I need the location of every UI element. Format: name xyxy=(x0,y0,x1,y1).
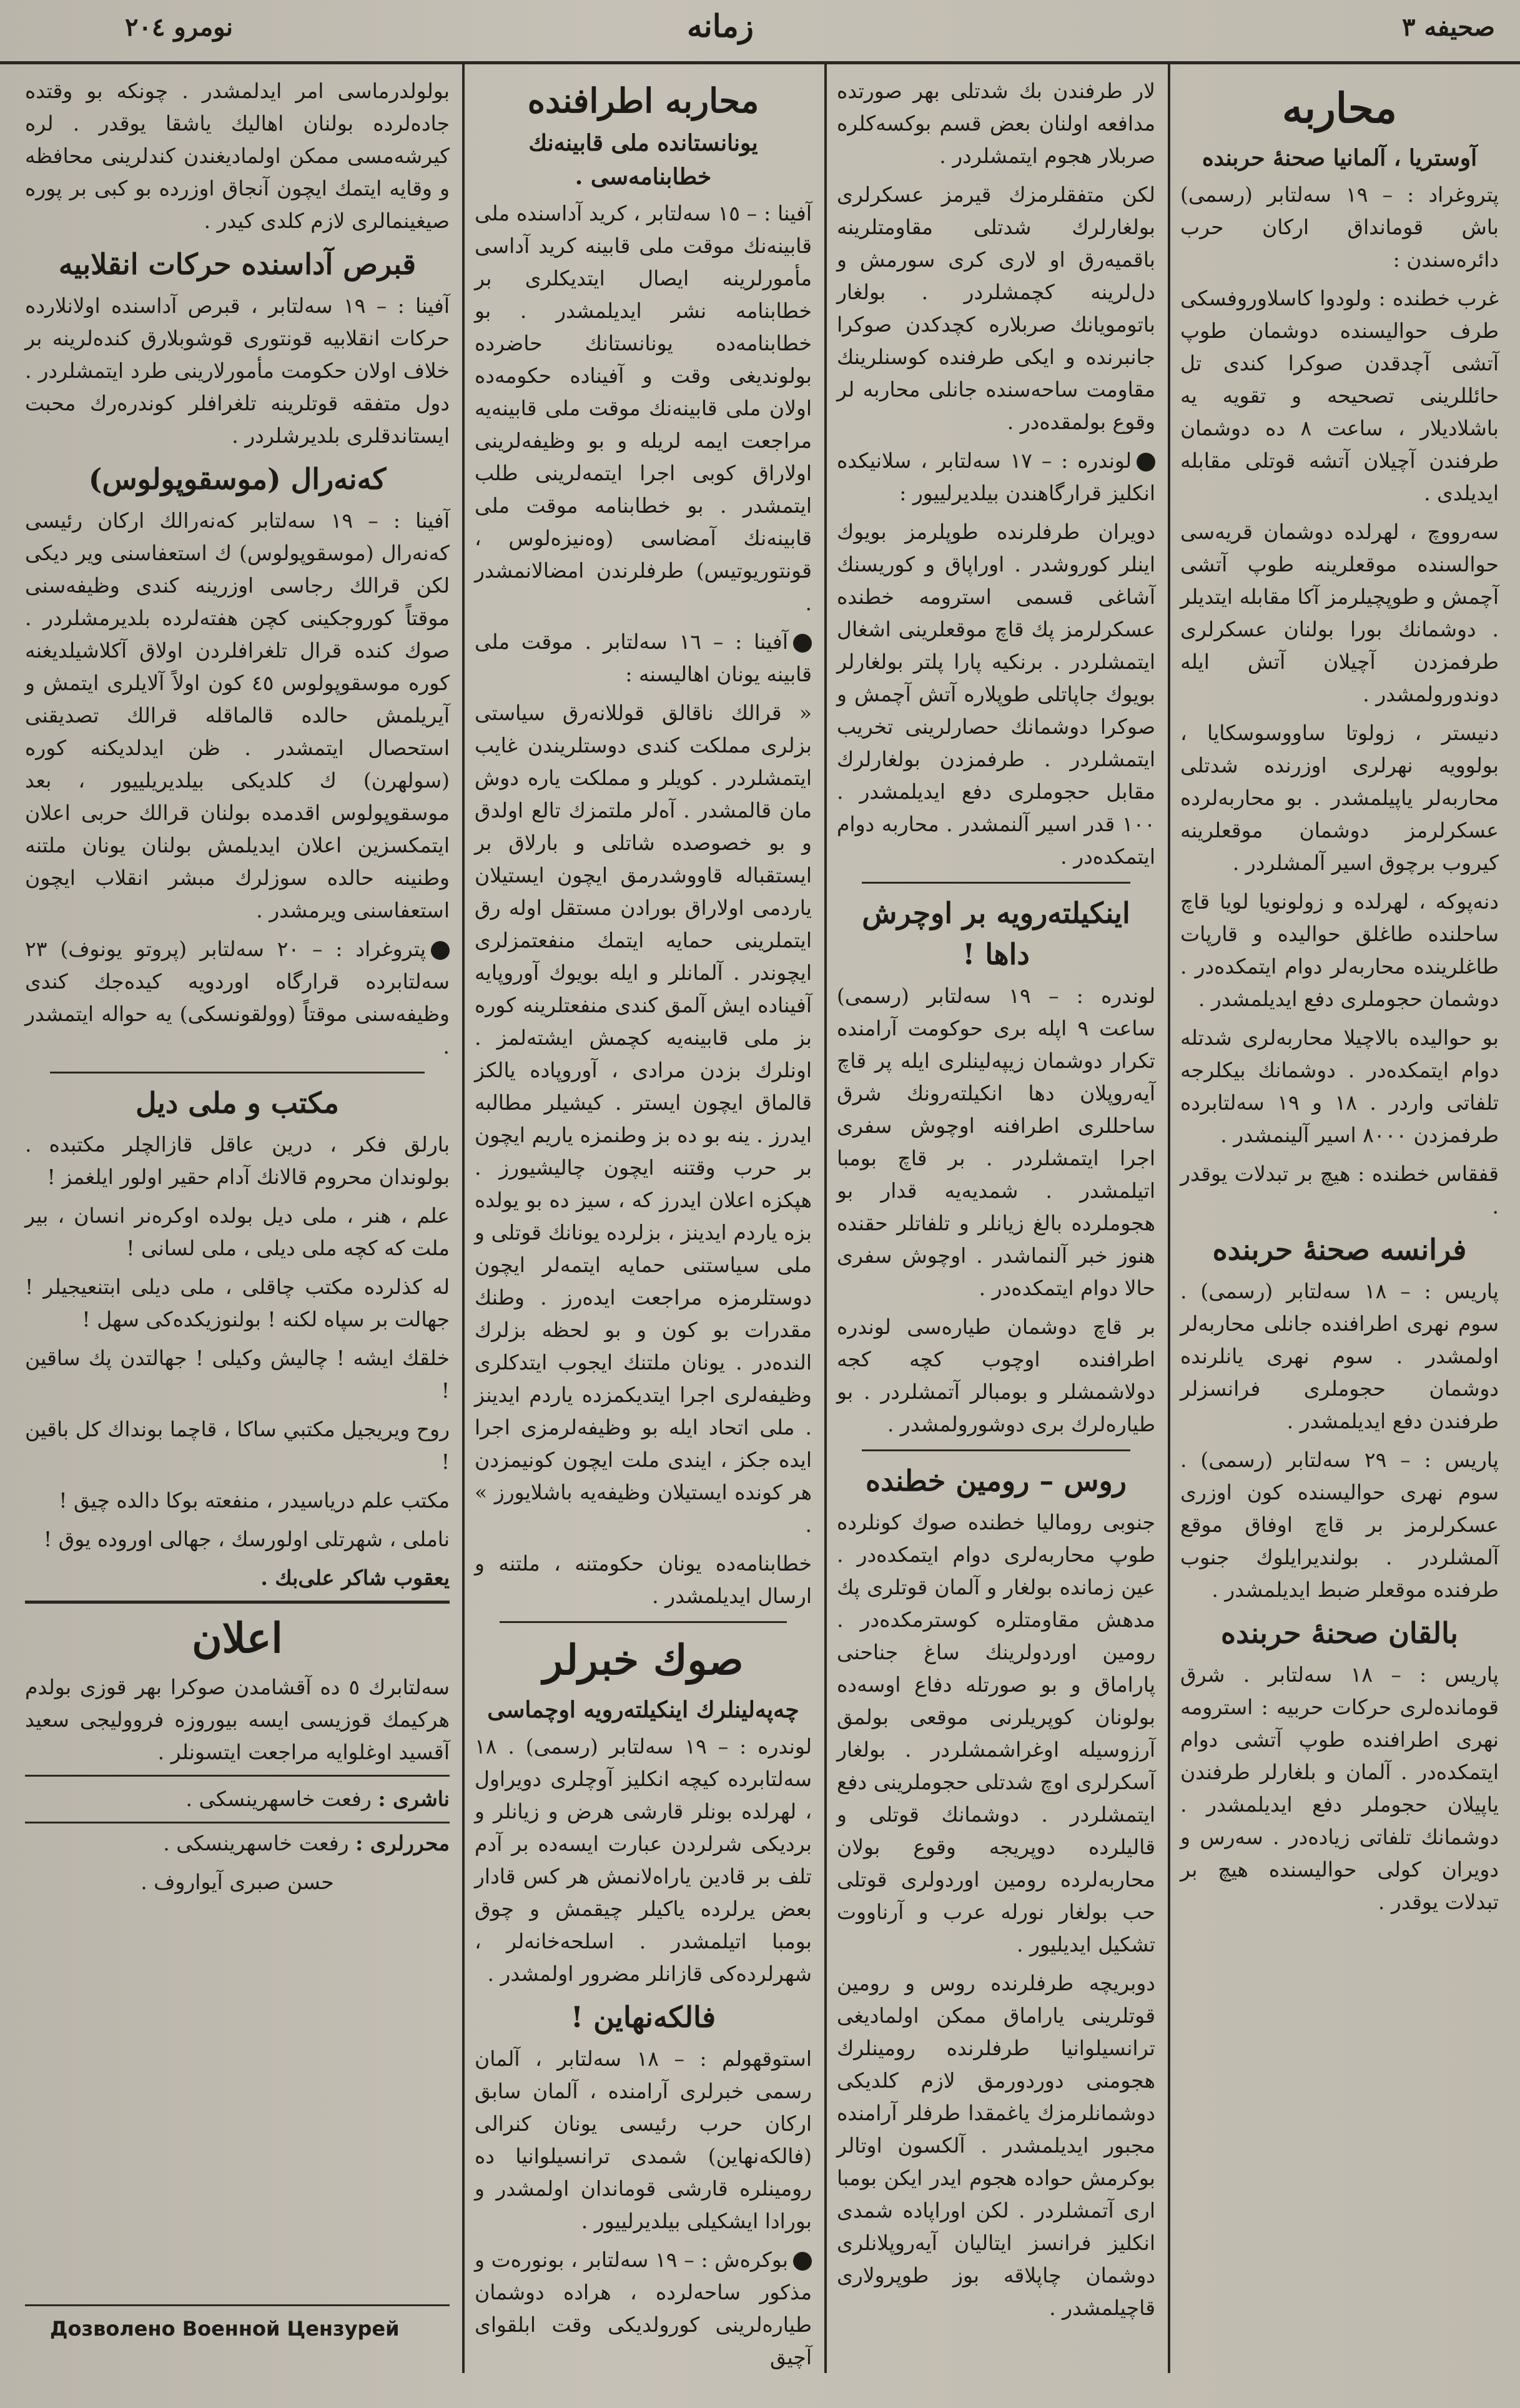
bullet-icon xyxy=(1137,453,1155,471)
paragraph: خطابنامه‌ده يونان حكومتنه ، ملتنه و ارسال ايديلمشدر . xyxy=(475,1551,812,1608)
column-2 xyxy=(837,75,1155,2331)
poem-line: خلقك ايشه ! چاليش وكيلى ! جهالتدن پك ساقين ! xyxy=(25,1346,450,1403)
masthead xyxy=(0,0,1520,61)
paragraph: لوندره : – ١٩ سه‌لتابر (رسمى) . ١٨ سه‌لتابرده كيچه انكليز آوچلرى دويراول ، لهرلده بونلر قارشى هرض و زيانلر و برديكى شرلردن عبارت ايسه‌ده بر آدم تلف بر قادين ياراه‌لانمش هر كس قادار بعض يرلرده ياكيلر چيقمش و چوق بومبا اتيلمشدر . اسلحه‌خانه‌لر ، شهرلرده‌كى قازانلر مضرور اولمشدر . xyxy=(475,1734,812,1986)
section-subtitle: آوستريا ، آلمانيا صحنۀ حربنده xyxy=(1202,145,1478,171)
poem-line: علم ، هنر ، ملى ديل بولده اوكره‌نر انسان ، بير ملت كه كچه ملى ديلى ، ملى لسانى ! xyxy=(25,1203,450,1260)
editor-name: رفعت خاسهرينسكى . xyxy=(163,1831,349,1855)
paragraph: آفينا : – ١٥ سه‌لتابر ، كريد آداسنده ملى قابينه‌نك موقت ملى قابينه كريد آداسى مأمورلرينه ايصال ايتديكلرى بر خطابنامه نشر ايديلمشدر . بو خطابنامه‌ده يونانستانك حاضرده بولونديغى وقت و آفيناده حكومه‌ده اولان ملى قابينه‌نك موقت ملى قابينه‌يه مراجعت ايمه لريله و بو وظيفه‌لرينى اولاراق كوبى اجرا ايتمه‌لرينى طلب ايتمشدر . بو خطابنامه موقت ملى قابينه‌نك آمضاسى (وه‌نيزه‌لوس ، قونتوريوتيس) طرفلرندن امضالانمشدر . xyxy=(475,201,812,615)
column-4 xyxy=(25,75,450,1905)
paragraph: آفينا : – ١٩ سه‌لتابر ، قبرص آداسنده اولانلارده حركات انقلابيه قونتورى قوشوبلارق كنده‌لرينه بر خلاف اولان حكومت مأمورلارينى طرد ايتمشلردر . دول متفقه قوتلرينه تلغرافلر كوندره‌رك محبت ايستاندقلرى بلديرشلردر . xyxy=(25,294,450,448)
editors-label: محررلرى : xyxy=(355,1831,450,1855)
paragraph: سه‌رووچ ، لهرلده دوشمان قريه‌سى حوالسنده موقعلرينه طوپ آتشى آچمش و طوپچيلرمز آكا مقابله ايتديلر . دوشمانك بورا بولنان عسكرلرى طرفمزدن آچيلان آتش ايله دوندورولمشدر . xyxy=(1180,520,1499,706)
section-heading: فالكه‌نهاين ! xyxy=(570,2000,716,2034)
dispatch-text: پتروغراد : – ٢٠ سه‌لتابر (پروتو يونوف) ٢٣ سه‌لتابرده قرارگاه اوردويه كيده‌جك كندى وظيفه‌سنى موقتاً (وولقونسكى) يه حواله ايتمشدر . xyxy=(25,937,450,1058)
advertisement-text: سه‌لتابرك ٥ ده آقشامدن صوكرا بهر قوزى بولدم هركيمك قوزيسى ايسه بيوروزه فرووليجى سعيد آقسيد اوغلوايه مراجعت ايتسونلر . xyxy=(25,1675,450,1764)
section-heading: كه‌نه‌رال (موسقوپولوس) xyxy=(88,462,387,496)
bullet-icon xyxy=(793,2252,812,2271)
publisher-label: ناشرى : xyxy=(378,1787,450,1811)
signature: يعقوب شاكر على‌بك . xyxy=(260,1566,450,1590)
section-title: محاربه xyxy=(1282,84,1397,132)
poem-line: بارلق فكر ، درين عاقل قازالچلر مكتبده . بولوندان محروم قالانك آدام حقير اولور ايلغمز ! xyxy=(25,1132,450,1189)
paragraph: دنيستر ، زولوتا ساووسوسكايا ، بولوويه نهرلرى اوزرنده شدتلى محاربه‌لر ياپيلمشدر . بو محاربه‌لرده عسكرلرمز دوشمان موقعلرينه كيروب برچوق اسير آلمشلردر . xyxy=(1180,721,1499,875)
section-subtitle: يونانستانده ملى قابينه‌نك خطابنامه‌سى . xyxy=(528,130,758,190)
divider xyxy=(25,1775,450,1777)
dispatch xyxy=(837,445,1155,510)
section-subtitle: چه‌په‌لينلرك اينكيلته‌رويه اوچماسى xyxy=(487,1697,799,1723)
section-heading: اينكيلته‌رويه بر اوچرش داها ! xyxy=(862,896,1130,971)
section-heading: قبرص آداسنده حركات انقلابيه xyxy=(58,247,417,281)
section-heading: مكتب و ملى ديل xyxy=(136,1086,339,1120)
paragraph: لار طرفندن بك شدتلى بهر صورتده مدافعه اولنان بعض قسم بوكسه‌كلره صربلار هجوم ايتمشلردر . xyxy=(837,79,1155,168)
masthead-rule xyxy=(0,61,1520,64)
footer-rule xyxy=(25,2304,450,2306)
paragraph: آفينا : – ١٩ سه‌لتابر كه‌نه‌رالك اركان رئيسى كه‌نه‌رال (موسقوپولوس) ك استعفاسنى وير ديكى لكن قرالك رجاسى اوزرينه كندى وظيفه‌سنى موقتاً كوروجكينى كچن هفته‌لرده بلديرمشلردر . صوك كنده قرال تلغرافلردن اولاق آكلاشيلديغنه كوره موسقوپولوس ٤٥ كون اولاً آلايلرى ايتمش و آيريلمش حالده قالماقله قرالك تصديقنى استحصال ايتمشدر . ظن ايدلديكنه كوره (سولهرن) ك كلديكى بيلديريلييور ، بعد موسقوپولوس اقدمده بولنان قرالك حربى اعلان ايتمكسزين اعلان ايديلمش بولنان يونان ملتنه وطنينه حالده سوزلرك مبشر انقلاب ايچون استعفاسنى ويرمشدر . xyxy=(25,508,450,922)
advertisement-title: اعلان xyxy=(192,1614,283,1662)
paragraph: پاريس : – ١٨ سه‌لتابر (رسمى) . سوم نهرى اطرافنده جانلى محاربه‌لر اولمشدر . سوم نهرى يانلرنده دوشمان حجوملرى فرانسزلر طرفندن دفع ايديلمشدر . xyxy=(1180,1279,1499,1433)
paragraph: بر قاچ دوشمان طياره‌سى لوندره اطرافنده اوچوب كچه كجه دولاشمشلر و بومبالر آتمشلردر . بو طياره‌لرك برى دوشورولمشدر . xyxy=(837,1315,1155,1436)
paragraph: جنوبى روماليا خطنده صوك كونلرده طوپ محاربه‌لرى دوام ايتمكده‌در . عين زمانده بولغار و آلمان قوتلرى پك مدهش مقاومتلره كوسترمكده‌در . رومين اوردولرينك ساغ جناحنى پاراماق و بو صورتله دفاع اوسه‌ده بولونان كوپريلرنى موقعى بولمق آرزوسيله اوغراشمشلردر . بولغار آسكرلرى اوچ شدتلى حجوملرينى دفع ايتمشلردر . دوشمانك قوتلى و قاليلرده دوپريجه وقوع بولان محاربه‌لرده رومين اوردولرى قوتلى حب بولغار نورله عرب و آرناووت تشكيل ايديليور . xyxy=(837,1510,1155,1956)
paragraph: استوقهولم : – ١٨ سه‌لتابر ، آلمان رسمى خبرلرى آرامنده ، آلمان سابق اركان حرب رئيسى يونان كنرالى (فالكه‌نهاين) شمدى ترانسيلوانيا ده رومينلره قارشى قوماندان اولمشدر و بورادا ايشكيلى بيلديرلييور . xyxy=(475,2046,812,2233)
dispatch xyxy=(475,2244,812,2374)
poem-line: له كذلرده مكتب چاقلى ، ملى ديلى ابتنعيجيلر ! جهالت بر سپاه لكنه ! بولنوزيكده‌كى سهل ! xyxy=(25,1275,450,1331)
section-title: صوك خبرلر xyxy=(543,1636,744,1684)
paragraph: لكن متفقلرمزك قيرمز عسكرلرى بولغارلرك شدتلى مقاومتلرينه باقميه‌رق او لارى كرى سورمش و دل‌لرينه كچمشلردر . بولغار باتومويانك صربلاره كچدكدن صوكرا جانبرنده و ايكى طرفنده كوسنلرينك مقاومت ساحه‌سنده جانلى محاربه لر وقوع بولمقده‌در . xyxy=(837,182,1155,434)
paragraph: پاريس : – ٢٩ سه‌لتابر (رسمى) . سوم نهرى حواليسنده كون اوزرى عسكرلرمز بر قاچ اوفاق موقع آلمشلردر . بولنديرايلوك جنوب طرفنده موقعلر ضبط ايديلمشدر . xyxy=(1180,1448,1499,1602)
paragraph: غرب خطنده : ولودوا كاسلاوروفسكى طرف حواليسنده دوشمان طوپ آتشى آچدقدن صوكرا كندى تل حائللرينى تصحيحه و تقويه يه باشلاديلار ، ساعت ٨ ده دوشمان طرفندن آچيلان آتشه قوتلى مقابله ايديلدى . xyxy=(1180,286,1499,505)
paragraph: بو حواليده بالاچيلا محاربه‌لرى شدتله دوام ايتمكده‌در . دوشمانك بيكلرجه تلفاتى واردر . ١٨ و ١٩ سه‌لتابرده طرفمزدن ٨٠٠٠ اسير آلينمشدر . xyxy=(1180,1025,1499,1147)
page-label: صحيفه ٣ xyxy=(1402,12,1495,42)
divider xyxy=(50,1072,425,1073)
section-heading: فرانسه صحنۀ حربنده xyxy=(1212,1233,1467,1266)
newspaper-title: زمانه xyxy=(687,7,754,44)
section-heading: روس – رومين خطنده xyxy=(866,1464,1127,1498)
bullet-icon xyxy=(793,634,812,653)
divider xyxy=(25,1822,450,1823)
section-heading: بالقان صحنۀ حربنده xyxy=(1221,1616,1458,1650)
paragraph: دنه‌پوكه ، لهرلده و زولونويا لويا قاچ ساحلنده طاغلق حواليده و قارپات طاغلرينده محاربه‌لر دوام ايتمكده‌در . دوشمان حجوملرى دفع ايديلمشدر . xyxy=(1180,889,1499,1011)
paragraph: پتروغراد : – ١٩ سه‌لتابر (رسمى) باش قومانداق اركان حرب دائره‌سندن : xyxy=(1180,182,1499,272)
bullet-icon xyxy=(431,941,450,960)
paragraph: دوبريچه طرفلرنده روس و رومين قوتلرينى ياراماق ممكن اولماديغى ترانسيلوانيا طرفلرنده رومينلرك هجومنى دوردورمق لازم كلديكى دوشمانلرمزك ياغمقدا طرفلر آرامنده مجبور ايديلمشدر . آلكسون اوتالر بوكرمش حواده هجوم ايدر ايكن بومبا ارى آتمشلردر . لكن اوراپاده شمدى انكليز فرانسز ايتاليان آيه‌روپلانلرى دوشمان چاپلاقه بوز طوپرولارى قاچيلمشدر . xyxy=(837,1971,1155,2320)
column-divider xyxy=(462,62,465,2373)
column-divider xyxy=(824,62,827,2373)
divider xyxy=(25,1601,450,1604)
paragraph: لوندره : – ١٩ سه‌لتابر (رسمى) ساعت ٩ اپله برى حوكومت آرامنده تكرار دوشمان زيپه‌لينلرى ايله پر قاچ آيه‌روپلان دها انكيلته‌رونك شرق ساحللرى اطرافنه اوچوش سفرى اجرا ايتمشلردر . بر قاچ بومبا اتيلمشدر . شمديه‌يه قدار بو هجوملرده بالغ زيانلر و تلفاتلر حقنده هنوز خبر آلنماشدر . اوچوش سفرى حالا دوام ايتمكده‌در . xyxy=(837,984,1156,1300)
dispatch-text: لوندره : – ١٧ سه‌لتابر ، سلانيكده انكليز قرارگاهندن بيلديرلييور : xyxy=(837,448,1155,505)
censor-note: Дозволено Военной Цензурей xyxy=(50,2317,400,2341)
poem-line: ناملى ، شهرتلى اولورسك ، جهالى اوروده يوق ! xyxy=(43,1527,450,1551)
poem-line: مكتب علم درياسيدر ، منفعته بوكا دالده چيق ! xyxy=(59,1488,450,1512)
dispatch xyxy=(475,626,812,691)
paragraph: بولولدرماسى امر ايدلمشدر . چونكه بو وقتده جاده‌لرده بولنان اهاليك ياشقا يوقدر . لره كيرشه‌مسى ممكن اولماديغندن كندلرينى محافظه و وقايه ايتمك ايچون آنجاق اوزرده بو كبى بر پوره صيغينمالرى لازم كلدى كيدر . xyxy=(25,79,450,233)
paragraph: قفقاس خطنده : هيچ بر تبدلات يوقدر . xyxy=(1180,1162,1499,1218)
dispatch-text: بوكره‌ش : – ١٩ سه‌لتابر ، بونوره‌ت و مذكور ساحه‌لرده ، هراده دوشمان طياره‌لرينى كورولديكى وقت ابلقواى آچيق xyxy=(475,2248,812,2369)
dispatch xyxy=(25,933,450,1063)
column-divider xyxy=(1168,62,1170,2373)
editor-name: حسن صبرى آيواروف . xyxy=(141,1870,334,1894)
column-3 xyxy=(475,75,812,2380)
paragraph: پاريس : – ١٨ سه‌لتابر . شرق قومانده‌لرى حركات حربيه : استرومه نهرى اطرافنده طوپ آتشى دوام ايتمكده‌در . آلمان و بلغارلر طرفندن ياپيلان حجوملر دفع ايديلمشدر . دوشمانك تلفاتى زياده‌در . سه‌رس و دويران كولى حواليسنده هيچ بر تبدلات يوقدر . xyxy=(1180,1662,1499,1914)
column-1 xyxy=(1180,75,1499,1925)
paragraph: دويران طرفلرنده طوپلرمز بويوك اينلر كوروشدر . اوراپاق و كوريسنك آشاغى قسمى استرومه خطنده عسكرلرمز پك قاچ موقعلرينى اشغال ايتمشلردر . برنكيه پارا پلتر بولغارلر بويوك جاپاتلى طوپلاره آتش آچمش و صوكرا دوشمانك حصارلرينى تخريب ايتمشلردر . طرفمزدن بولغارلرك مقابل حجوملرى دفع ايديلمشدر . ١٠٠ قدر اسير آلنمشدر . محاربه دوام ايتمكده‌در . xyxy=(837,520,1155,869)
divider xyxy=(500,1621,787,1623)
publisher-name: رفعت خاسهرينسكى . xyxy=(185,1787,372,1811)
section-heading: محاربه اطرافنده xyxy=(527,81,759,121)
dispatch-text: آفينا : – ١٦ سه‌لتابر . موقت ملى قابينه يونان اهاليسنه : xyxy=(475,629,812,686)
divider xyxy=(862,1449,1130,1451)
paragraph: « قرالك ناقالق قوللانه‌رق سياستى بزلرى مملكت كندى دوستلريندن غايب ايتمشلردر . كويلر و مملكت ياره دوش مان قالمشدر . آه‌لر ملتمزك تالع اولدق و بو خصوصده شاتلى و بارلاق بر ايستقباله قاووشدرمق ايچون ايستيلان ياردمى اولاراق بورادن مستقل اوله رق ايتملرينى حمايه ايتمك منفعتمزلرى ايچوندر . آلمانلر و ايله بويوك آوروپايه آفيناده ايش آلمق كندى منفعتلرينه كوره بز ملى قابينه‌يه كچمش ايشته‌لمز . اونلرك بزدن مرادى ، آوروپاده يالكز قالماق ايچون ايستر . كيشيلر مطالبه ايدرز . ينه بو ده بز وطنمزه ياريم ايچون بر حرب وقتنه ايچون چاليشيورز . هپكزه اعلان ايدرز كه ، سيز ده بو يولده بزه ياردم ايدينز ، بزلرده يونانك قوتلى و ملى سياستنى حمايه ايتمه‌لر ايچون دوستلرمزه مراجعت ايده‌رز . وطنك مقدرات بو كون و بو لحظه بزلرك النده‌در . يونان ملتنك ايجوب ايتدكلرى وظيفه‌لرى اجرا ايتديكمزده ياردم ايدينز . ملى اتحاد ايله بو وظيفه‌لرمزى اجرا ايده جكز ، ايندى ملت ايچون كونيمزدن هر كونده ايستيلان وظيفه‌يه باشلايورز » . xyxy=(475,701,812,1537)
poem-line: روح ويريجيل مكتبي ساكا ، قاچما بونداك كل باقين ! xyxy=(25,1417,450,1474)
divider xyxy=(862,882,1130,884)
issue-number: نومرو ٢٠٤ xyxy=(125,12,233,42)
